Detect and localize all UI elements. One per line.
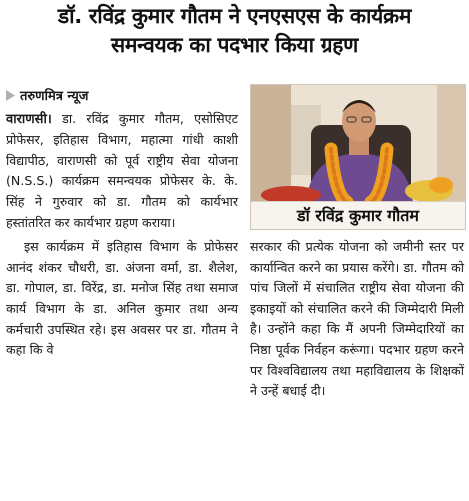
article-paragraph-1 [6, 109, 238, 234]
headline [0, 2, 469, 60]
news-source-label: तरुणमित्र न्यूज [20, 89, 89, 104]
article-paragraph-3: सरकार की प्रत्येक योजना को जमीनी स्तर पर कार्यान्वित करने का प्रयास करेंगे। डा. गौतम को पांच जिलों में संचालित राष्ट्रीय सेवा योजना की इकाइयों को संचालित करने की जिम्मेदारी मिली है। उन्होंने कहा कि मैं अपनी जिम्मेदारियों का निष्ठा पूर्वक निर्वहन करूंगा। पदभार ग्रहण करने पर विश्वविद्यालय तथा महाविद्यालय के शिक्षकों ने उन्हें बधाई दी। [250, 239, 464, 399]
article-paragraph-2: इस कार्यक्रम में इतिहास विभाग के प्रोफेसर आनंद शंकर चौधरी, डा. अंजना वर्मा, डा. शैलेश, डा. गोपाल, डा. विरेंद्र, डा. मनोज सिंह तथा समाज कार्य विभाग के डा. अनिल कुमार तथा अन्य कर्मचारी उपस्थित रहे। इस अवसर पर डा. गौतम ने कहा कि वे [6, 239, 238, 358]
portrait-illustration [251, 85, 465, 202]
article-column-right [250, 237, 464, 402]
article-column-left [6, 87, 238, 361]
triangle-bullet-icon [6, 90, 15, 101]
portrait-photo [250, 84, 466, 230]
paragraph-1-text: डा. रविंद्र कुमार गौतम, एसोसिएट प्रोफेसर, इतिहास विभाग, महात्मा गांधी काशी विद्यापीठ, वाराणसी को पूर्व राष्ट्रीय सेवा योजना (N.S.S.) कार्यक्रम समन्वयक प्रोफेसर के. के. सिंह ने गुरुवार को डा. गौतम को कार्यभार हस्तांतरित कर कार्यभार ग्रहण कराया। [6, 110, 238, 230]
headline-line-2: समन्वयक का पदभार किया ग्रहण [110, 33, 359, 57]
photo-caption: डॉ रविंद्र कुमार गौतम [251, 201, 465, 229]
headline-line-1: डॉ. रविंद्र कुमार गौतम ने एनएसएस के कार्यक्रम [57, 4, 412, 28]
dateline: वाराणसी। [6, 111, 52, 127]
news-source [6, 87, 238, 108]
